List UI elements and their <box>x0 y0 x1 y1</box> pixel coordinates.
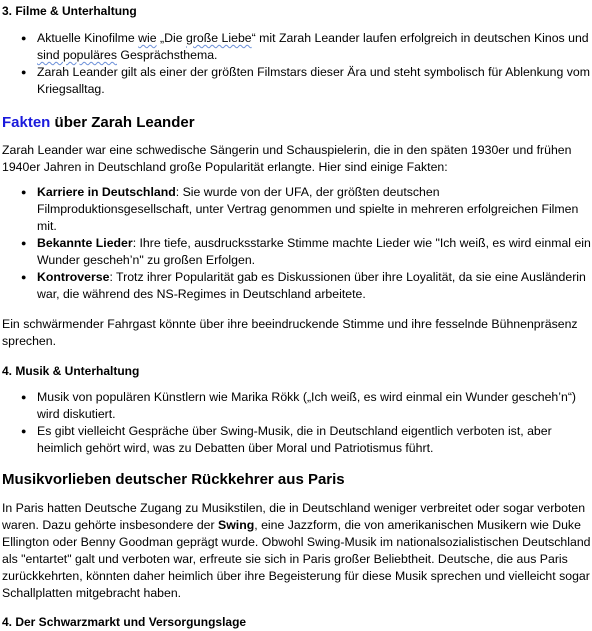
facts-list <box>2 184 592 303</box>
list-item: ● Kontroverse: Trotz ihrer Popularität gab es Diskussionen über ihre Loyalität, da sie eine Ausländerin war, die während des NS-Regimes in Deutschland arbeitete. <box>2 269 592 303</box>
section-heading-schwarzmarkt: 4. Der Schwarzmarkt und Versorgungslage <box>2 615 247 629</box>
list-item: ● Es gibt vielleicht Gespräche über Swing-Musik, die in Deutschland eigentlich verboten ist, aber heimlich gehört wird, was zu Debatten über Moral und Patriotismus führt. <box>2 423 592 457</box>
list-item: ● Karriere in Deutschland: Sie wurde von der UFA, der größten deutschen Filmproduktionsgesellschaft, unter Vertrag genommen und spielte in mehreren erfolgreichen Filmen mit. <box>2 184 592 235</box>
list-item: ● Zarah Leander gilt als einer der größten Filmstars dieser Ära und steht symbolisch für Ablenkung vom Kriegsalltag. <box>2 64 592 98</box>
facts-heading: Fakten über Zarah Leander <box>2 114 195 131</box>
spellcheck-word[interactable]: große Liebe <box>186 31 252 45</box>
spellcheck-word[interactable]: wie <box>138 31 157 45</box>
document-page <box>0 3 592 629</box>
section-heading-musik: 4. Musik & Unterhaltung <box>2 364 140 378</box>
list-item: ● Aktuelle Kinofilme wie „Die große Liebe“ mit Zarah Leander laufen erfolgreich in deutschen Kinos und sind populäres Gesprächsthema. <box>2 30 592 64</box>
list-item: ● Bekannte Lieder: Ihre tiefe, ausdrucksstarke Stimme machte Lieder wie "Ich weiß, es wird einmal ein Wunder gescheh’n" zu großen Erfolgen. <box>2 235 592 269</box>
musik-list <box>2 389 592 457</box>
filme-list <box>2 30 592 98</box>
music-heading: Musikvorlieben deutscher Rückkehrer aus Paris <box>2 471 345 488</box>
facts-outro: Ein schwärmender Fahrgast könnte über ihre beeindruckende Stimme und ihre fesselnde Bühnenpräsenz sprechen. <box>2 317 578 348</box>
heading-highlight: Fakten <box>2 114 51 131</box>
list-item: ● Musik von populären Künstlern wie Marika Rökk („Ich weiß, es wird einmal ein Wunder gescheh’n“) wird diskutiert. <box>2 389 592 423</box>
music-paragraph: In Paris hatten Deutsche Zugang zu Musikstilen, die in Deutschland weniger verbreitet oder sogar verboten waren. Dazu gehörte insbesondere der Swing, eine Jazzform, die von amerikanischen Musikern wie Duke Ellington oder Benny Goodman geprägt wurde. Obwohl Swing-Musik im nationalsozialistischen Deutschland als "entartet" galt und verboten war, erfreute sie sich in Paris großer Beliebtheit. Deutsche, die aus Paris zurückkehrten, könnten daher heimlich über ihre Begeisterung für diese Musik sprechen und vielleicht sogar Schallplatten mitgebracht haben. <box>2 501 591 600</box>
facts-intro: Zarah Leander war eine schwedische Sängerin und Schauspielerin, die in den späten 1930er und frühen 1940er Jahren in Deutschland große Popularität erlangte. Hier sind einige Fakten: <box>2 143 572 174</box>
section-heading-filme: 3. Filme & Unterhaltung <box>2 4 137 18</box>
spellcheck-word[interactable]: sind populäres <box>37 48 117 62</box>
